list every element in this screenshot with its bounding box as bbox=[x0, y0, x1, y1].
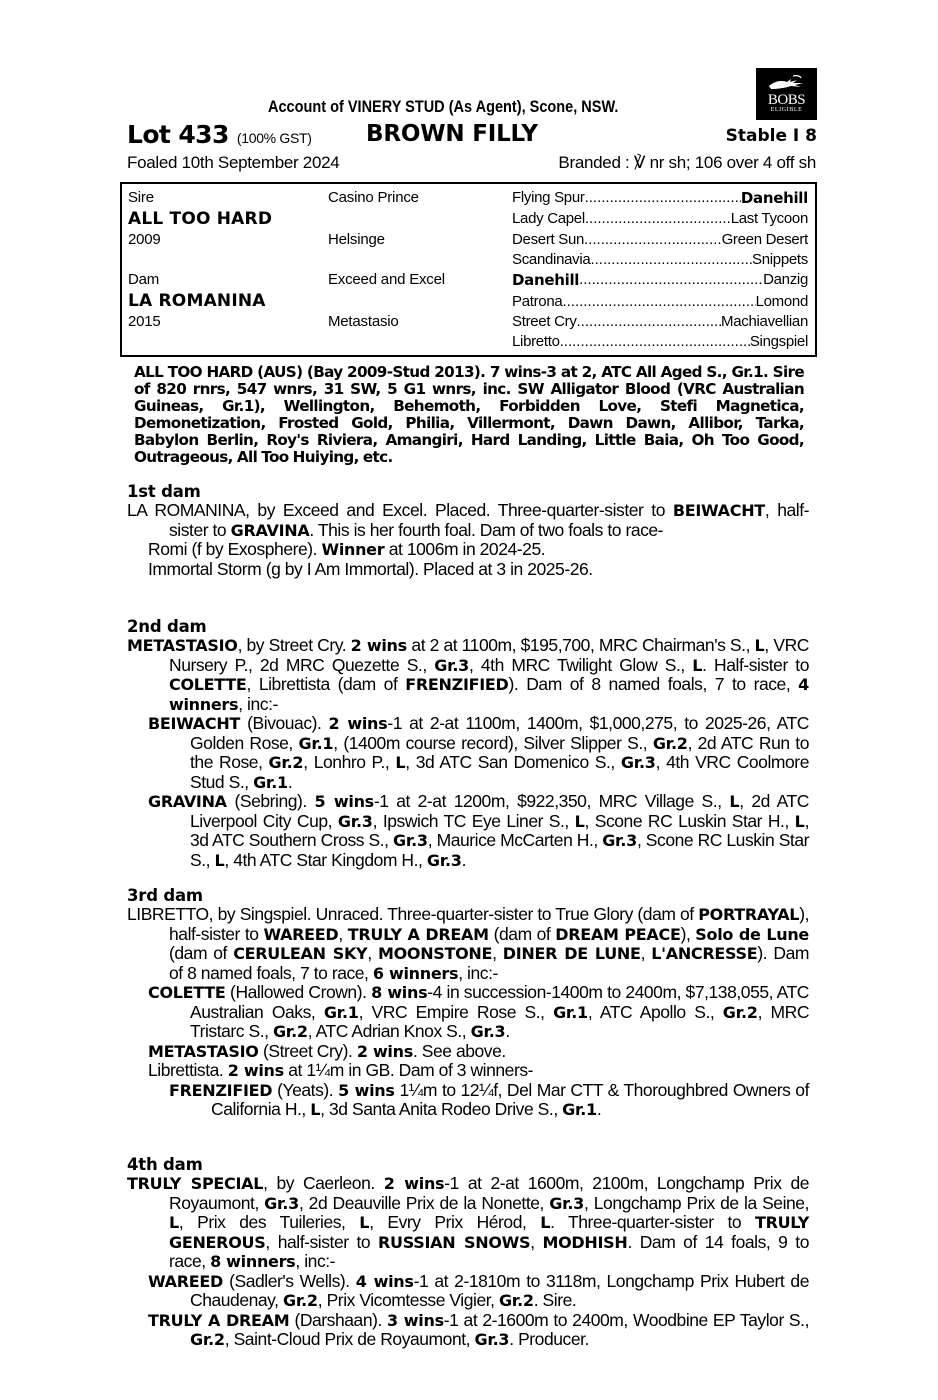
progeny-entry: METASTASIO (Street Cry). 2 wins. See above. bbox=[148, 1040, 506, 1061]
progeny-entry: Immortal Storm (g by I Am Immortal). Placed at 3 in 2025-26. bbox=[148, 558, 593, 579]
progeny-entry: COLETTE (Hallowed Crown). 8 wins-4 in succession-1400m to 2400m, $7,138,055, ATC Australian Oaks, Gr.1, VRC Empire Rose S., Gr.1, ATC Apollo S., Gr.2, MRC Tristarc S., Gr.2, ATC Adrian Knox S., Gr.3. bbox=[148, 982, 810, 1041]
section-heading: 4th dam bbox=[127, 1155, 203, 1174]
leader-dots bbox=[577, 313, 722, 330]
leader-dots bbox=[585, 210, 731, 227]
ancestor-right: Singspiel bbox=[749, 333, 808, 350]
pedigree-table bbox=[120, 182, 817, 357]
entries bbox=[127, 1174, 809, 1350]
ancestor-row bbox=[512, 271, 808, 289]
foaled-date: Foaled 10th September 2024 bbox=[127, 153, 340, 172]
ancestor-row bbox=[512, 313, 808, 330]
sire-year: 2009 bbox=[128, 231, 161, 248]
sex-colour: BROWN FILLY bbox=[366, 121, 538, 147]
section-heading: 2nd dam bbox=[127, 617, 207, 636]
progeny-entry: BEIWACHT (Bivouac). 2 wins-1 at 2-at 1100m, 1400m, $1,000,275, to 2025-26, ATC Golden Rose, Gr.1, (1400m course record), Silver Slipper S., Gr.2, 2d ATC Run to the Rose, Gr.2, Lonhro P., L, 3d ATC San Domenico S., Gr.3, 4th VRC Coolmore Stud S., Gr.1. bbox=[148, 713, 809, 792]
ancestor-row bbox=[512, 189, 808, 207]
gst-note: (100% GST) bbox=[236, 130, 312, 146]
dam-section-4 bbox=[127, 1155, 809, 1350]
ancestor-row bbox=[512, 333, 808, 350]
dam-entry: LIBRETTO, by Singspiel. Unraced. Three-quarter-sister to True Glory (dam of PORTRAYAL), half-sister to WAREED, TRULY A DREAM (dam of DREAM PEACE), Solo de Lune (dam of CERULEAN SKY, MOONSTONE, DINER DE LUNE, L'ANCRESSE). Dam of 8 named foals, 7 to race, 6 winners, inc:- bbox=[127, 904, 809, 983]
stable-location: Stable I 8 bbox=[725, 126, 817, 146]
ancestor-right: Lomond bbox=[755, 293, 808, 310]
logo-name: BOBS bbox=[767, 92, 806, 108]
section-heading: 1st dam bbox=[127, 482, 201, 501]
leader-dots bbox=[562, 293, 755, 310]
bobs-eligible-logo bbox=[756, 68, 817, 120]
ancestor-left: Danehill bbox=[512, 271, 580, 289]
dam-section-1 bbox=[127, 482, 809, 579]
dam-year: 2015 bbox=[128, 313, 161, 330]
horse-head-icon bbox=[767, 74, 807, 92]
ancestor-row bbox=[512, 293, 808, 310]
ancestor-row bbox=[512, 231, 808, 248]
sire-summary: ALL TOO HARD (AUS) (Bay 2009-Stud 2013). 7 wins-3 at 2, ATC All Aged S., Gr.1. Sire of 820 rnrs, 547 wnrs, 31 SW, 5 G1 wnrs, inc. SW Alligator Blood (VRC Australian Guineas, Gr.1), Wellington, Behemoth, Forbidden Love, Stefi Magnetica, Demonetization, Frosted Gold, Philia, Villermont, Dawn Dawn, Allibor, Tarka, Babylon Berlin, Roy's Riviera, Amangiri, Hard Landing, Little Baia, Oh Too Good, Outrageous, All Too Huiying, etc. bbox=[134, 363, 804, 466]
entries bbox=[127, 905, 809, 1120]
dam-entry: TRULY SPECIAL, by Caerleon. 2 wins-1 at 2-at 1600m, 2100m, Longchamp Prix de Royaumont, Gr.3, 2d Deauville Prix de la Nonette, Gr.3, Longchamp Prix de la Seine, L, Prix des Tuileries, L, Evry Prix Hérod, L. Three-quarter-sister to TRULY GENEROUS, half-sister to RUSSIAN SNOWS, MODHISH. Dam of 14 foals, 9 to race, 8 winners, inc:- bbox=[127, 1173, 810, 1271]
progeny-entry: FRENZIFIED (Yeats). 5 wins 1¼m to 12¼f, Del Mar CTT & Thoroughbred Owners of California H., L, 3d Santa Anita Rodeo Drive S., Gr.1. bbox=[169, 1079, 809, 1119]
dam-section-3 bbox=[127, 886, 809, 1120]
leader-dots bbox=[584, 231, 722, 248]
sire-label: Sire bbox=[128, 189, 154, 206]
dam-sire: Exceed and Excel bbox=[328, 271, 445, 288]
progeny-entry: GRAVINA (Sebring). 5 wins-1 at 2-at 1200m, $922,350, MRC Village S., L, 2d ATC Liverpool City Cup, Gr.3, Ipswich TC Eye Liner S., L, Scone RC Luskin Star H., L, 3d ATC Southern Cross S., Gr.3, Maurice McCarten H., Gr.3, Scone RC Luskin Star S., L, 4th ATC Star Kingdom H., Gr.3. bbox=[148, 791, 809, 870]
sire-sire: Casino Prince bbox=[328, 189, 419, 206]
ancestor-left: Scandinavia bbox=[512, 251, 591, 268]
lot-label: Lot 433 bbox=[127, 120, 229, 149]
ancestor-left: Lady Capel bbox=[512, 210, 585, 227]
ancestor-right: Last Tycoon bbox=[730, 210, 808, 227]
ancestor-left: Libretto bbox=[512, 333, 560, 350]
ancestor-right: Snippets bbox=[752, 251, 808, 268]
vendor-account: Account of VINERY STUD (As Agent), Scone, NSW. bbox=[268, 98, 619, 116]
progeny-entry: Romi (f by Exosphere). Winner at 1006m in 2024-25. bbox=[148, 539, 546, 559]
ancestor-left: Flying Spur bbox=[512, 189, 585, 206]
logo-subtitle: ELIGIBLE bbox=[770, 107, 803, 113]
leader-dots bbox=[579, 271, 763, 289]
progeny-entry: TRULY A DREAM (Darshaan). 3 wins-1 at 2-1600m to 2400m, Woodbine EP Taylor S., Gr.2, Saint-Cloud Prix de Royaumont, Gr.3. Producer. bbox=[148, 1309, 809, 1349]
ancestor-row bbox=[512, 251, 808, 268]
leader-dots bbox=[560, 333, 750, 350]
ancestor-left: Desert Sun bbox=[512, 231, 585, 248]
section-heading: 3rd dam bbox=[127, 886, 203, 905]
brand-marks: Branded : ℣ nr sh; 106 over 4 off sh bbox=[558, 153, 816, 172]
leader-dots bbox=[590, 251, 752, 268]
sire-dam: Helsinge bbox=[328, 231, 385, 248]
lot-line bbox=[127, 120, 817, 152]
dam-section-2 bbox=[127, 617, 809, 870]
progeny-entry: WAREED (Sadler's Wells). 4 wins-1 at 2-1810m to 3118m, Longchamp Prix Hubert de Chaudenay, Gr.2, Prix Vicomtesse Vigier, Gr.2. Sire. bbox=[148, 1270, 809, 1310]
ancestor-right: Machiavellian bbox=[721, 313, 808, 330]
ancestor-right: Danehill bbox=[740, 189, 808, 207]
dam-name: LA ROMANINA bbox=[128, 291, 266, 311]
entries bbox=[127, 501, 809, 579]
leader-dots bbox=[585, 189, 741, 207]
ancestor-right: Danzig bbox=[763, 271, 808, 288]
ancestor-row bbox=[512, 210, 808, 227]
entries bbox=[127, 636, 809, 870]
dam-entry: METASTASIO, by Street Cry. 2 wins at 2 at 1100m, $195,700, MRC Chairman's S., L, VRC Nursery P., 2d MRC Quezette S., Gr.3, 4th MRC Twilight Glow S., L. Half-sister to COLETTE, Librettista (dam of FRENZIFIED). Dam of 8 named foals, 7 to race, 4 winners, inc:- bbox=[127, 635, 810, 714]
ancestor-left: Street Cry bbox=[512, 313, 577, 330]
dam-label: Dam bbox=[128, 271, 160, 288]
ancestor-left: Patrona bbox=[512, 293, 563, 310]
lot-number bbox=[127, 120, 312, 149]
sire-name: ALL TOO HARD bbox=[128, 209, 273, 229]
progeny-entry: Librettista. 2 wins at 1¼m in GB. Dam of 3 winners- bbox=[148, 1060, 534, 1080]
dam-dam: Metastasio bbox=[328, 313, 399, 330]
ancestor-right: Green Desert bbox=[721, 231, 808, 248]
dam-entry: LA ROMANINA, by Exceed and Excel. Placed. Three-quarter-sister to BEIWACHT, half-sister to GRAVINA. This is her fourth foal. Dam of two foals to race- bbox=[127, 500, 809, 540]
